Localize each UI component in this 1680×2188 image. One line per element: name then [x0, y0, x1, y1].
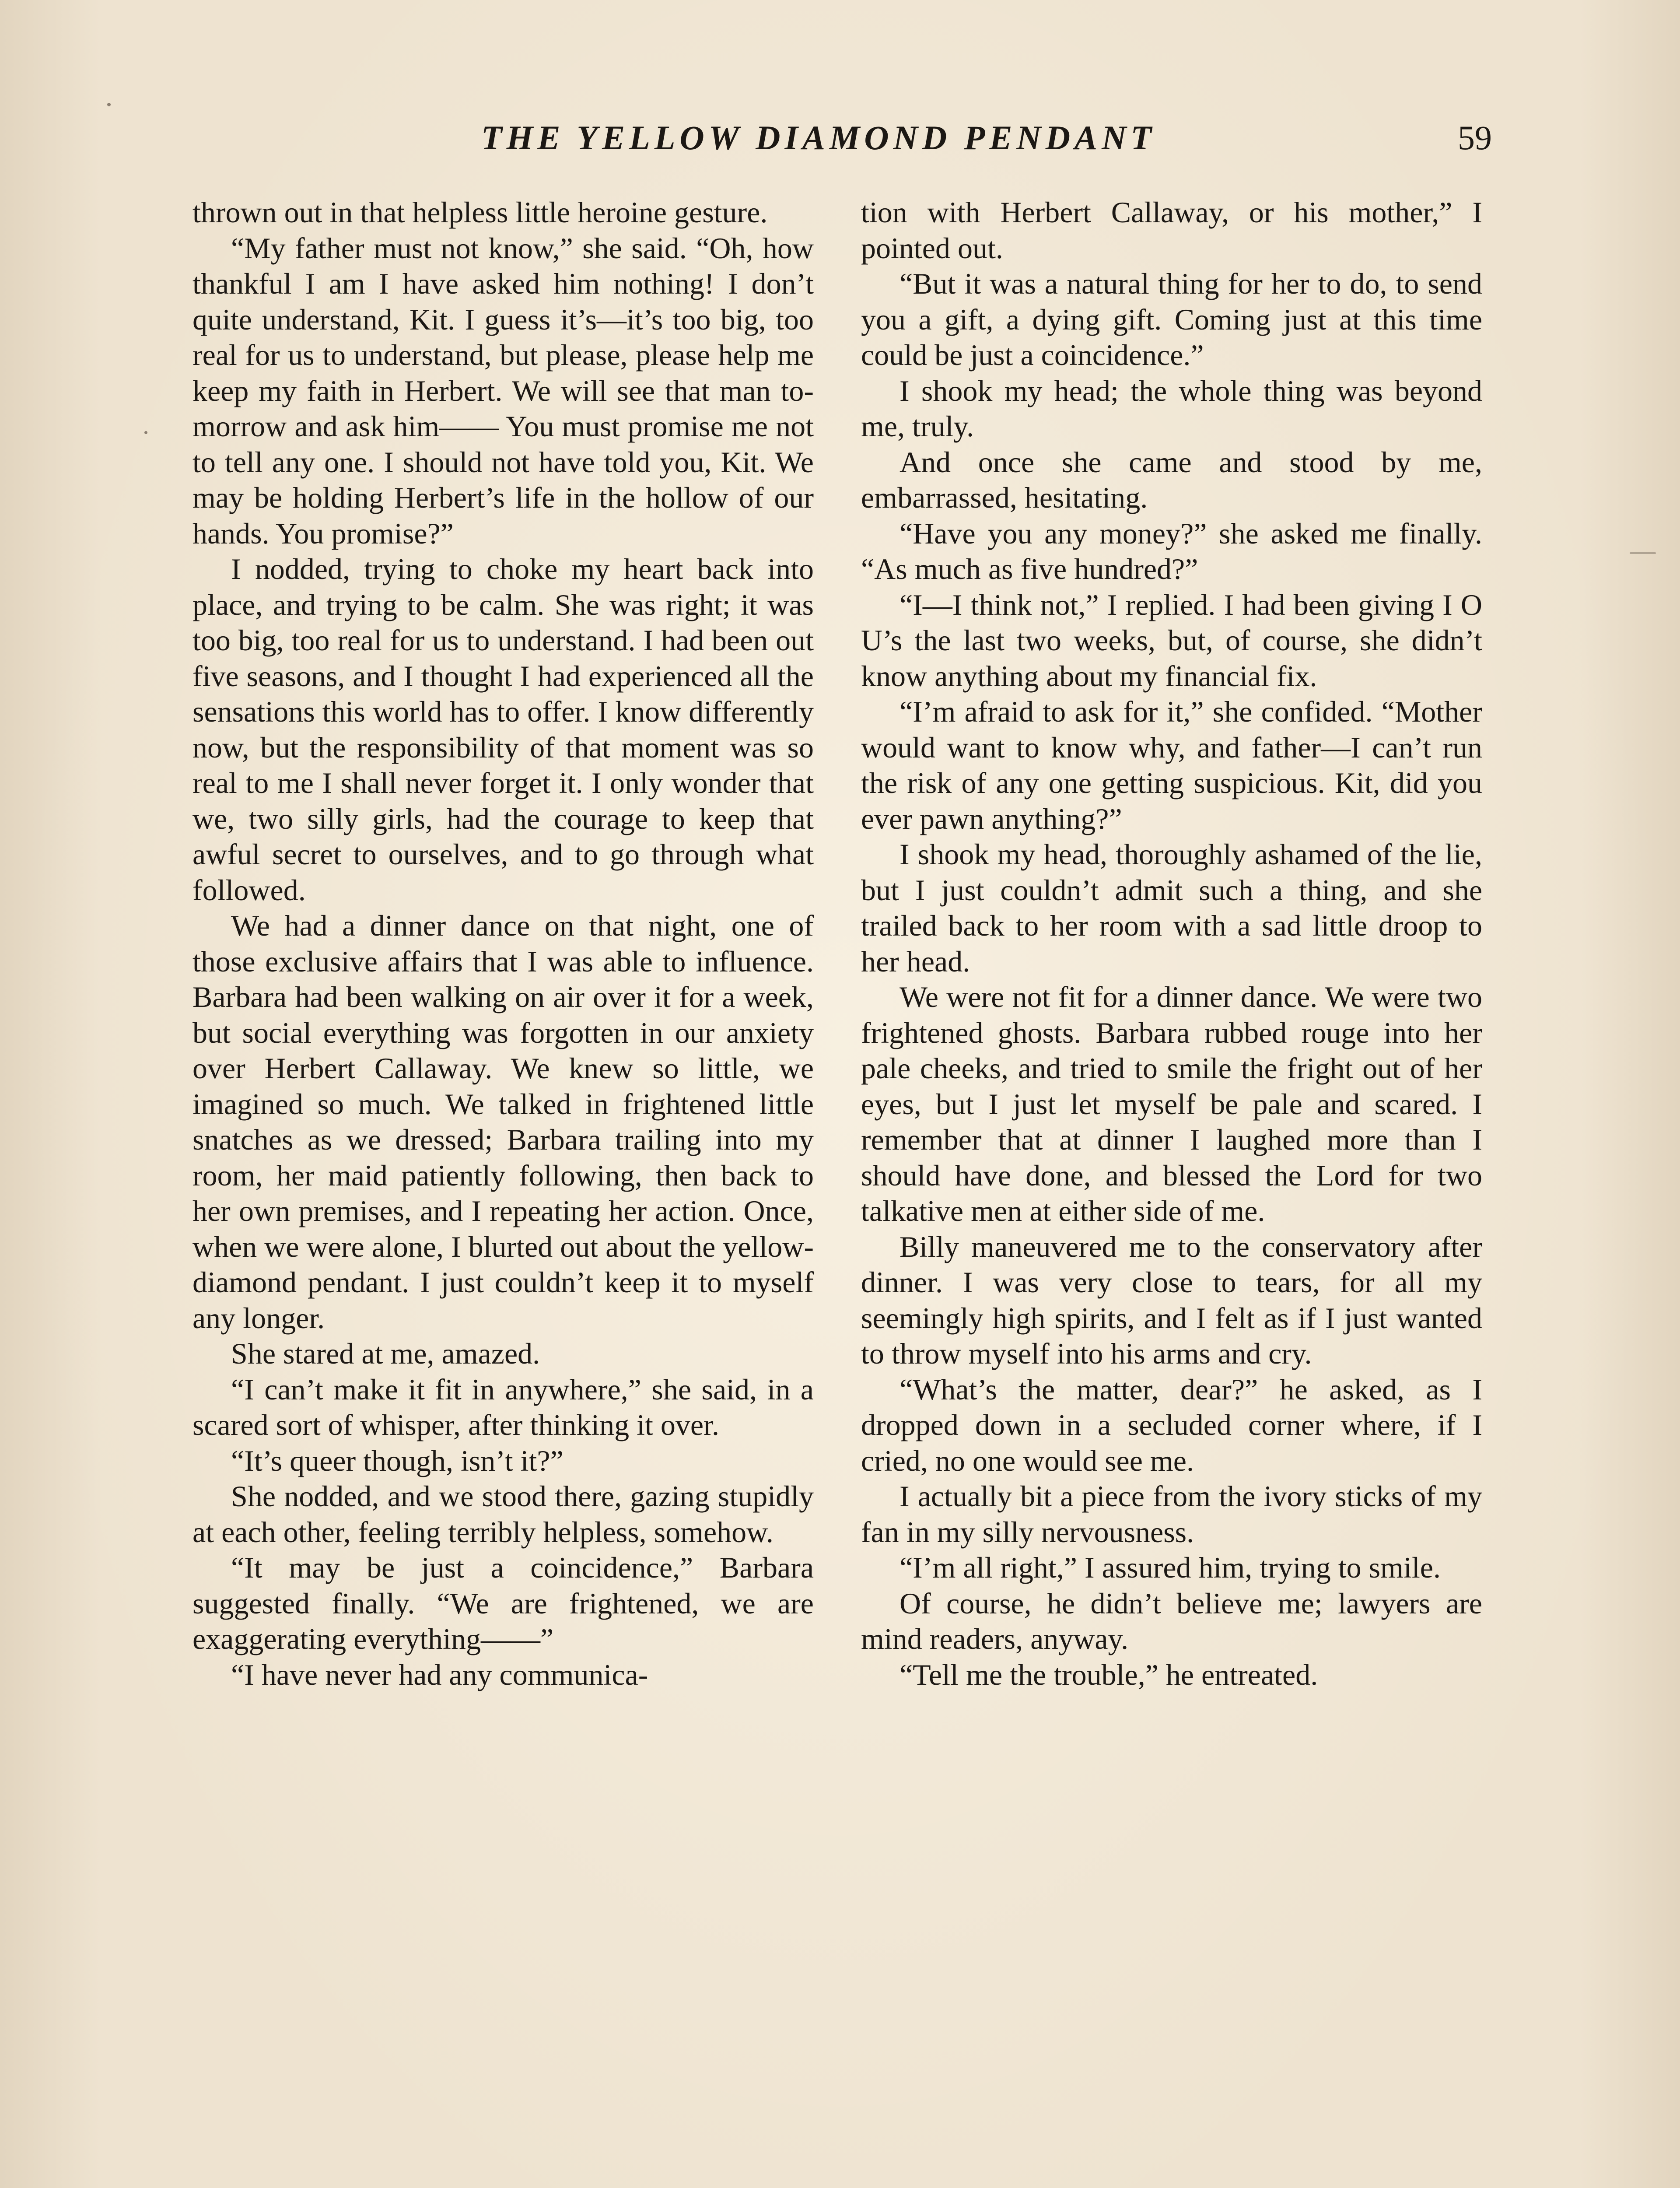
paragraph: “What’s the matter, dear?” he asked, as I dropped down in a secluded corner where, if I cried, no one would see me.	[861, 1372, 1482, 1477]
paragraph: Of course, he didn’t believe me; lawyers are mind readers, anyway.	[861, 1586, 1482, 1655]
paragraph: “I can’t make it fit in anywhere,” she said, in a scared sort of whisper, after thinking it over.	[192, 1372, 814, 1441]
paragraph: “It’s queer though, isn’t it?”	[231, 1444, 564, 1477]
text-column-left	[192, 195, 814, 1693]
paragraph: “I’m all right,” I assured him, trying to smile.	[900, 1551, 1441, 1584]
paragraph: tion with Herbert Callaway, or his mother,” I pointed out.	[861, 196, 1482, 265]
paragraph: “But it was a natural thing for her to do, to send you a gift, a dying gift. Coming just at this time could be just a coincidence.”	[861, 267, 1482, 372]
paragraph: “Tell me the trouble,” he entreated.	[900, 1658, 1318, 1691]
page-header	[192, 118, 1492, 166]
paragraph: I shook my head, thoroughly ashamed of the lie, but I just couldn’t admit such a thing, and she trailed back to her room with a sad little droop to her head.	[861, 838, 1482, 978]
paragraph: thrown out in that helpless little heroine gesture.	[192, 196, 768, 229]
paragraph: She stared at me, amazed.	[231, 1337, 540, 1370]
paragraph: Billy maneuvered me to the conservatory after dinner. I was very close to tears, for all my seemingly high spirits, and I felt as if I just wanted to throw myself into his arms and cry.	[861, 1230, 1482, 1370]
paper-speck	[1630, 552, 1656, 554]
paragraph: And once she came and stood by me, embarrassed, hesitating.	[861, 445, 1482, 514]
paragraph: “Have you any money?” she asked me finally. “As much as five hundred?”	[861, 516, 1482, 586]
page-number: 59	[1458, 119, 1492, 157]
paragraph: She nodded, and we stood there, gazing stupidly at each other, feeling terribly helpless, somehow.	[192, 1480, 814, 1549]
paragraph: We had a dinner dance on that night, one of those exclusive affairs that I was able to influence. Barbara had been walking on air over it for a week, but social everything was forgotten in our anxiety over Herbert Callaway. We knew so little, we imagined so much. We talked in frightened little snatches as we dressed; Barbara trailing into my room, her maid patiently following, then back to her own premises, and I repeating her action. Once, when we were alone, I blurted out about the yellow-diamond pendant. I just couldn’t keep it to myself any longer.	[192, 909, 814, 1335]
paragraph: “My father must not know,” she said. “Oh, how thankful I am I have asked him nothing! I don’t quite understand, Kit. I guess it’s—it’s too big, too real for us to understand, but please, please help me keep my faith in Herbert. We will see that man to-morrow and ask him—— You must promise me not to tell any one. I should not have told you, Kit. We may be holding Herbert’s life in the hollow of our hands. You promise?”	[192, 231, 814, 550]
paragraph: “I—I think not,” I replied. I had been giving I O U’s the last two weeks, but, of course, she didn’t know anything about my financial fix.	[861, 588, 1482, 693]
paragraph: “I have never had any communica-	[231, 1658, 648, 1691]
paragraph: I actually bit a piece from the ivory sticks of my fan in my silly nervousness.	[861, 1480, 1482, 1549]
paragraph: “I’m afraid to ask for it,” she confided. “Mother would want to know why, and father—I can’t run the risk of any one getting suspicious. Kit, did you ever pawn anything?”	[861, 695, 1482, 835]
paragraph: We were not fit for a dinner dance. We were two frightened ghosts. Barbara rubbed rouge into her pale cheeks, and tried to smile the fright out of her eyes, but I just let myself be pale and scared. I remember that at dinner I laughed more than I should have done, and blessed the Lord for two talkative men at either side of me.	[861, 980, 1482, 1227]
paragraph: I shook my head; the whole thing was beyond me, truly.	[861, 374, 1482, 443]
paper-speck	[144, 431, 147, 434]
text-column-right	[861, 195, 1482, 1693]
running-title: THE YELLOW DIAMOND PENDANT	[481, 119, 1156, 157]
paper-speck	[107, 103, 111, 106]
paragraph: I nodded, trying to choke my heart back into place, and trying to be calm. She was right; it was too big, too real for us to understand. I had been out five seasons, and I thought I had experienced all the sensations this world has to offer. I know differently now, but the responsibility of that moment was so real to me I shall never forget it. I only wonder that we, two silly girls, had the courage to keep that awful secret to ourselves, and to go through what followed.	[192, 552, 814, 907]
paragraph: “It may be just a coincidence,” Barbara suggested finally. “We are frightened, we are exaggerating everything——”	[192, 1551, 814, 1655]
